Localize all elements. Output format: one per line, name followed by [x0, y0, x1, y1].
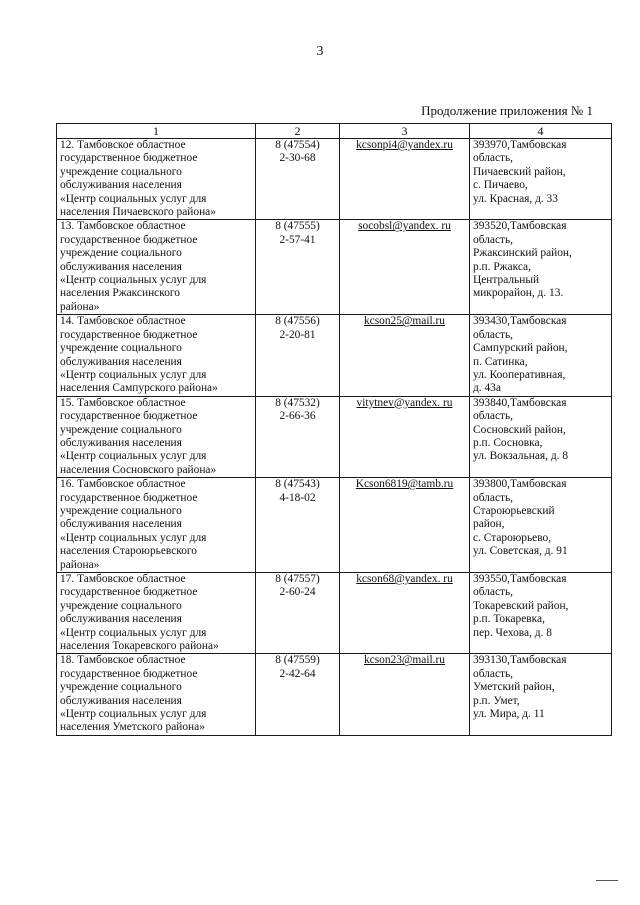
- address-line: Пичаевский район,: [473, 165, 566, 178]
- organization-name-line: населения Уметского района»: [60, 721, 205, 734]
- organization-name-line: обслуживания населения: [60, 355, 182, 368]
- organization-name-line: «Центр социальных услуг для: [60, 450, 207, 463]
- address-line: р.п. Ржакса,: [473, 260, 531, 273]
- address-line: 393800,Тамбовская: [473, 478, 567, 491]
- organization-name-line: государственное бюджетное: [60, 491, 198, 504]
- organization-name-line: района»: [60, 300, 100, 313]
- organization-name-line: учреждение социального: [60, 342, 182, 355]
- address-line: 393130,Тамбовская: [473, 654, 567, 667]
- organization-name-cell: [57, 654, 256, 735]
- organization-name-line: 13. Тамбовское областное: [60, 220, 186, 233]
- email-link[interactable]: vitytnev@yandex. ru: [356, 396, 453, 409]
- organization-name-line: обслуживания населения: [60, 694, 182, 707]
- email-link[interactable]: kcson25@mail.ru: [363, 315, 446, 328]
- phone-area-code: 8 (47554): [275, 139, 320, 151]
- email-cell: [340, 139, 470, 220]
- phone-number: 2-30-68: [279, 152, 316, 165]
- address-line: область,: [473, 328, 514, 341]
- address-cell: [470, 220, 612, 315]
- phone-cell: [256, 315, 340, 396]
- organization-name-line: «Центр социальных услуг для: [60, 274, 207, 287]
- address-line: микрорайон, д. 13.: [473, 287, 564, 300]
- phone-number: 2-57-41: [279, 233, 316, 246]
- organization-name-line: государственное бюджетное: [60, 152, 198, 165]
- organization-name-cell: [57, 315, 256, 396]
- address-line: Староюрьевский: [473, 504, 555, 517]
- phone-area-code: 8 (47543): [275, 478, 320, 491]
- organization-name-line: «Центр социальных услуг для: [60, 368, 207, 381]
- address-cell: [470, 654, 612, 735]
- email-cell: [340, 573, 470, 654]
- address-line: р.п. Токаревка,: [473, 613, 545, 626]
- phone-cell: [256, 220, 340, 315]
- phone-cell: [256, 396, 340, 477]
- institutions-table: [56, 123, 612, 736]
- organization-name-line: учреждение социального: [60, 165, 182, 178]
- phone-cell: [256, 478, 340, 573]
- organization-name-line: учреждение социального: [60, 681, 182, 694]
- address-line: ул. Кооперативная,: [473, 368, 566, 381]
- address-line: область,: [473, 152, 514, 165]
- phone-area-code: 8 (47557): [275, 573, 320, 585]
- organization-name-line: государственное бюджетное: [60, 410, 198, 423]
- email-cell: [340, 315, 470, 396]
- organization-name-line: 12. Тамбовское областное: [60, 139, 186, 151]
- organization-name-line: 17. Тамбовское областное: [60, 573, 186, 585]
- address-cell: [470, 315, 612, 396]
- address-cell: [470, 478, 612, 573]
- address-line: с. Пичаево,: [473, 179, 528, 192]
- email-link[interactable]: socobsl@yandex. ru: [358, 220, 451, 233]
- organization-name-line: населения Ржаксинского: [60, 287, 180, 300]
- email-link[interactable]: Kcson6819@tamb.ru: [355, 478, 454, 491]
- organization-name-line: «Центр социальных услуг для: [60, 192, 207, 205]
- email-cell: [340, 654, 470, 735]
- table-row: [57, 573, 612, 654]
- address-line: 393840,Тамбовская: [473, 396, 567, 409]
- phone-area-code: 8 (47559): [275, 654, 320, 667]
- address-line: область,: [473, 491, 514, 504]
- address-line: Сосновский район,: [473, 423, 566, 436]
- email-cell: [340, 396, 470, 477]
- address-line: ул. Советская, д. 91: [473, 545, 568, 558]
- scan-mark: [596, 880, 618, 881]
- phone-number: 2-60-24: [279, 586, 316, 599]
- appendix-continuation-label: Продолжение приложения № 1: [421, 103, 593, 118]
- address-line: п. Сатинка,: [473, 355, 528, 368]
- organization-name-line: населения Сосновского района»: [60, 463, 217, 476]
- phone-number: 4-18-02: [279, 491, 316, 504]
- table-row: [57, 220, 612, 315]
- table-header-row: [57, 124, 612, 139]
- organization-name-cell: [57, 396, 256, 477]
- organization-name-line: учреждение социального: [60, 504, 182, 517]
- address-line: с. Староюрьево,: [473, 531, 552, 544]
- organization-name-line: учреждение социального: [60, 423, 182, 436]
- organization-name-line: 16. Тамбовское областное: [60, 478, 186, 491]
- address-line: пер. Чехова, д. 8: [473, 626, 552, 639]
- table-row: [57, 654, 612, 735]
- phone-cell: [256, 573, 340, 654]
- organization-name-line: обслуживания населения: [60, 518, 182, 531]
- organization-name-line: 14. Тамбовское областное: [60, 315, 186, 328]
- phone-number: 2-42-64: [279, 667, 316, 680]
- organization-name-line: учреждение социального: [60, 599, 182, 612]
- table-row: [57, 315, 612, 396]
- address-line: область,: [473, 410, 514, 423]
- column-header: 2: [256, 124, 340, 139]
- address-cell: [470, 573, 612, 654]
- address-line: Центральный: [473, 274, 540, 287]
- phone-cell: [256, 654, 340, 735]
- email-cell: [340, 478, 470, 573]
- organization-name-line: государственное бюджетное: [60, 328, 198, 341]
- column-header: 1: [57, 124, 256, 139]
- address-line: д. 43а: [473, 382, 501, 395]
- address-line: 393430,Тамбовская: [473, 315, 567, 328]
- organization-name-line: 15. Тамбовское областное: [60, 396, 186, 409]
- organization-name-line: 18. Тамбовское областное: [60, 654, 186, 667]
- organization-name-line: учреждение социального: [60, 247, 182, 260]
- phone-cell: [256, 139, 340, 220]
- organization-name-line: «Центр социальных услуг для: [60, 531, 207, 544]
- organization-name-line: государственное бюджетное: [60, 667, 198, 680]
- organization-name-line: обслуживания населения: [60, 179, 182, 192]
- address-line: Токаревский район,: [473, 599, 569, 612]
- organization-name-cell: [57, 573, 256, 654]
- organization-name-line: населения Токаревского района»: [60, 640, 219, 653]
- organization-name-line: населения Пичаевского района»: [60, 206, 216, 219]
- phone-area-code: 8 (47555): [275, 220, 320, 233]
- organization-name-line: населения Сампурского района»: [60, 382, 218, 395]
- address-line: область,: [473, 667, 514, 680]
- table-row: [57, 396, 612, 477]
- column-header: 3: [340, 124, 470, 139]
- address-line: 393550,Тамбовская: [473, 573, 567, 585]
- organization-name-line: обслуживания населения: [60, 613, 182, 626]
- organization-name-cell: [57, 220, 256, 315]
- organization-name-line: обслуживания населения: [60, 436, 182, 449]
- address-line: ул. Вокзальная, д. 8: [473, 450, 569, 463]
- organization-name-line: государственное бюджетное: [60, 586, 198, 599]
- organization-name-line: «Центр социальных услуг для: [60, 626, 207, 639]
- email-link[interactable]: kcson68@yandex. ru: [356, 573, 453, 585]
- email-link[interactable]: kcson23@mail.ru: [363, 654, 446, 667]
- table-row: [57, 478, 612, 573]
- address-cell: [470, 139, 612, 220]
- address-line: ул. Мира, д. 11: [473, 708, 545, 721]
- table-body: [57, 139, 612, 736]
- address-line: р.п. Умет,: [473, 694, 520, 707]
- address-line: Уметский район,: [473, 681, 555, 694]
- address-line: область,: [473, 586, 514, 599]
- email-link[interactable]: kcsonpi4@yandex.ru: [356, 139, 453, 151]
- organization-name-line: государственное бюджетное: [60, 233, 198, 246]
- address-line: ул. Красная, д. 33: [473, 192, 558, 205]
- address-line: район,: [473, 518, 505, 531]
- address-line: область,: [473, 233, 514, 246]
- organization-name-cell: [57, 478, 256, 573]
- organization-name-line: района»: [60, 558, 100, 571]
- column-header: 4: [470, 124, 612, 139]
- address-line: Ржаксинский район,: [473, 247, 572, 260]
- address-line: 393520,Тамбовская: [473, 220, 567, 233]
- organization-name-cell: [57, 139, 256, 220]
- organization-name-line: обслуживания населения: [60, 260, 182, 273]
- phone-area-code: 8 (47532): [275, 396, 320, 409]
- phone-area-code: 8 (47556): [275, 315, 320, 328]
- email-cell: [340, 220, 470, 315]
- address-line: 393970,Тамбовская: [473, 139, 567, 151]
- address-line: Сампурский район,: [473, 342, 568, 355]
- organization-name-line: «Центр социальных услуг для: [60, 708, 207, 721]
- address-cell: [470, 396, 612, 477]
- address-line: р.п. Сосновка,: [473, 436, 543, 449]
- phone-number: 2-20-81: [279, 328, 316, 341]
- organization-name-line: населения Староюрьевского: [60, 545, 197, 558]
- table-row: [57, 139, 612, 220]
- phone-number: 2-66-36: [279, 410, 316, 423]
- page-number: 3: [316, 44, 324, 59]
